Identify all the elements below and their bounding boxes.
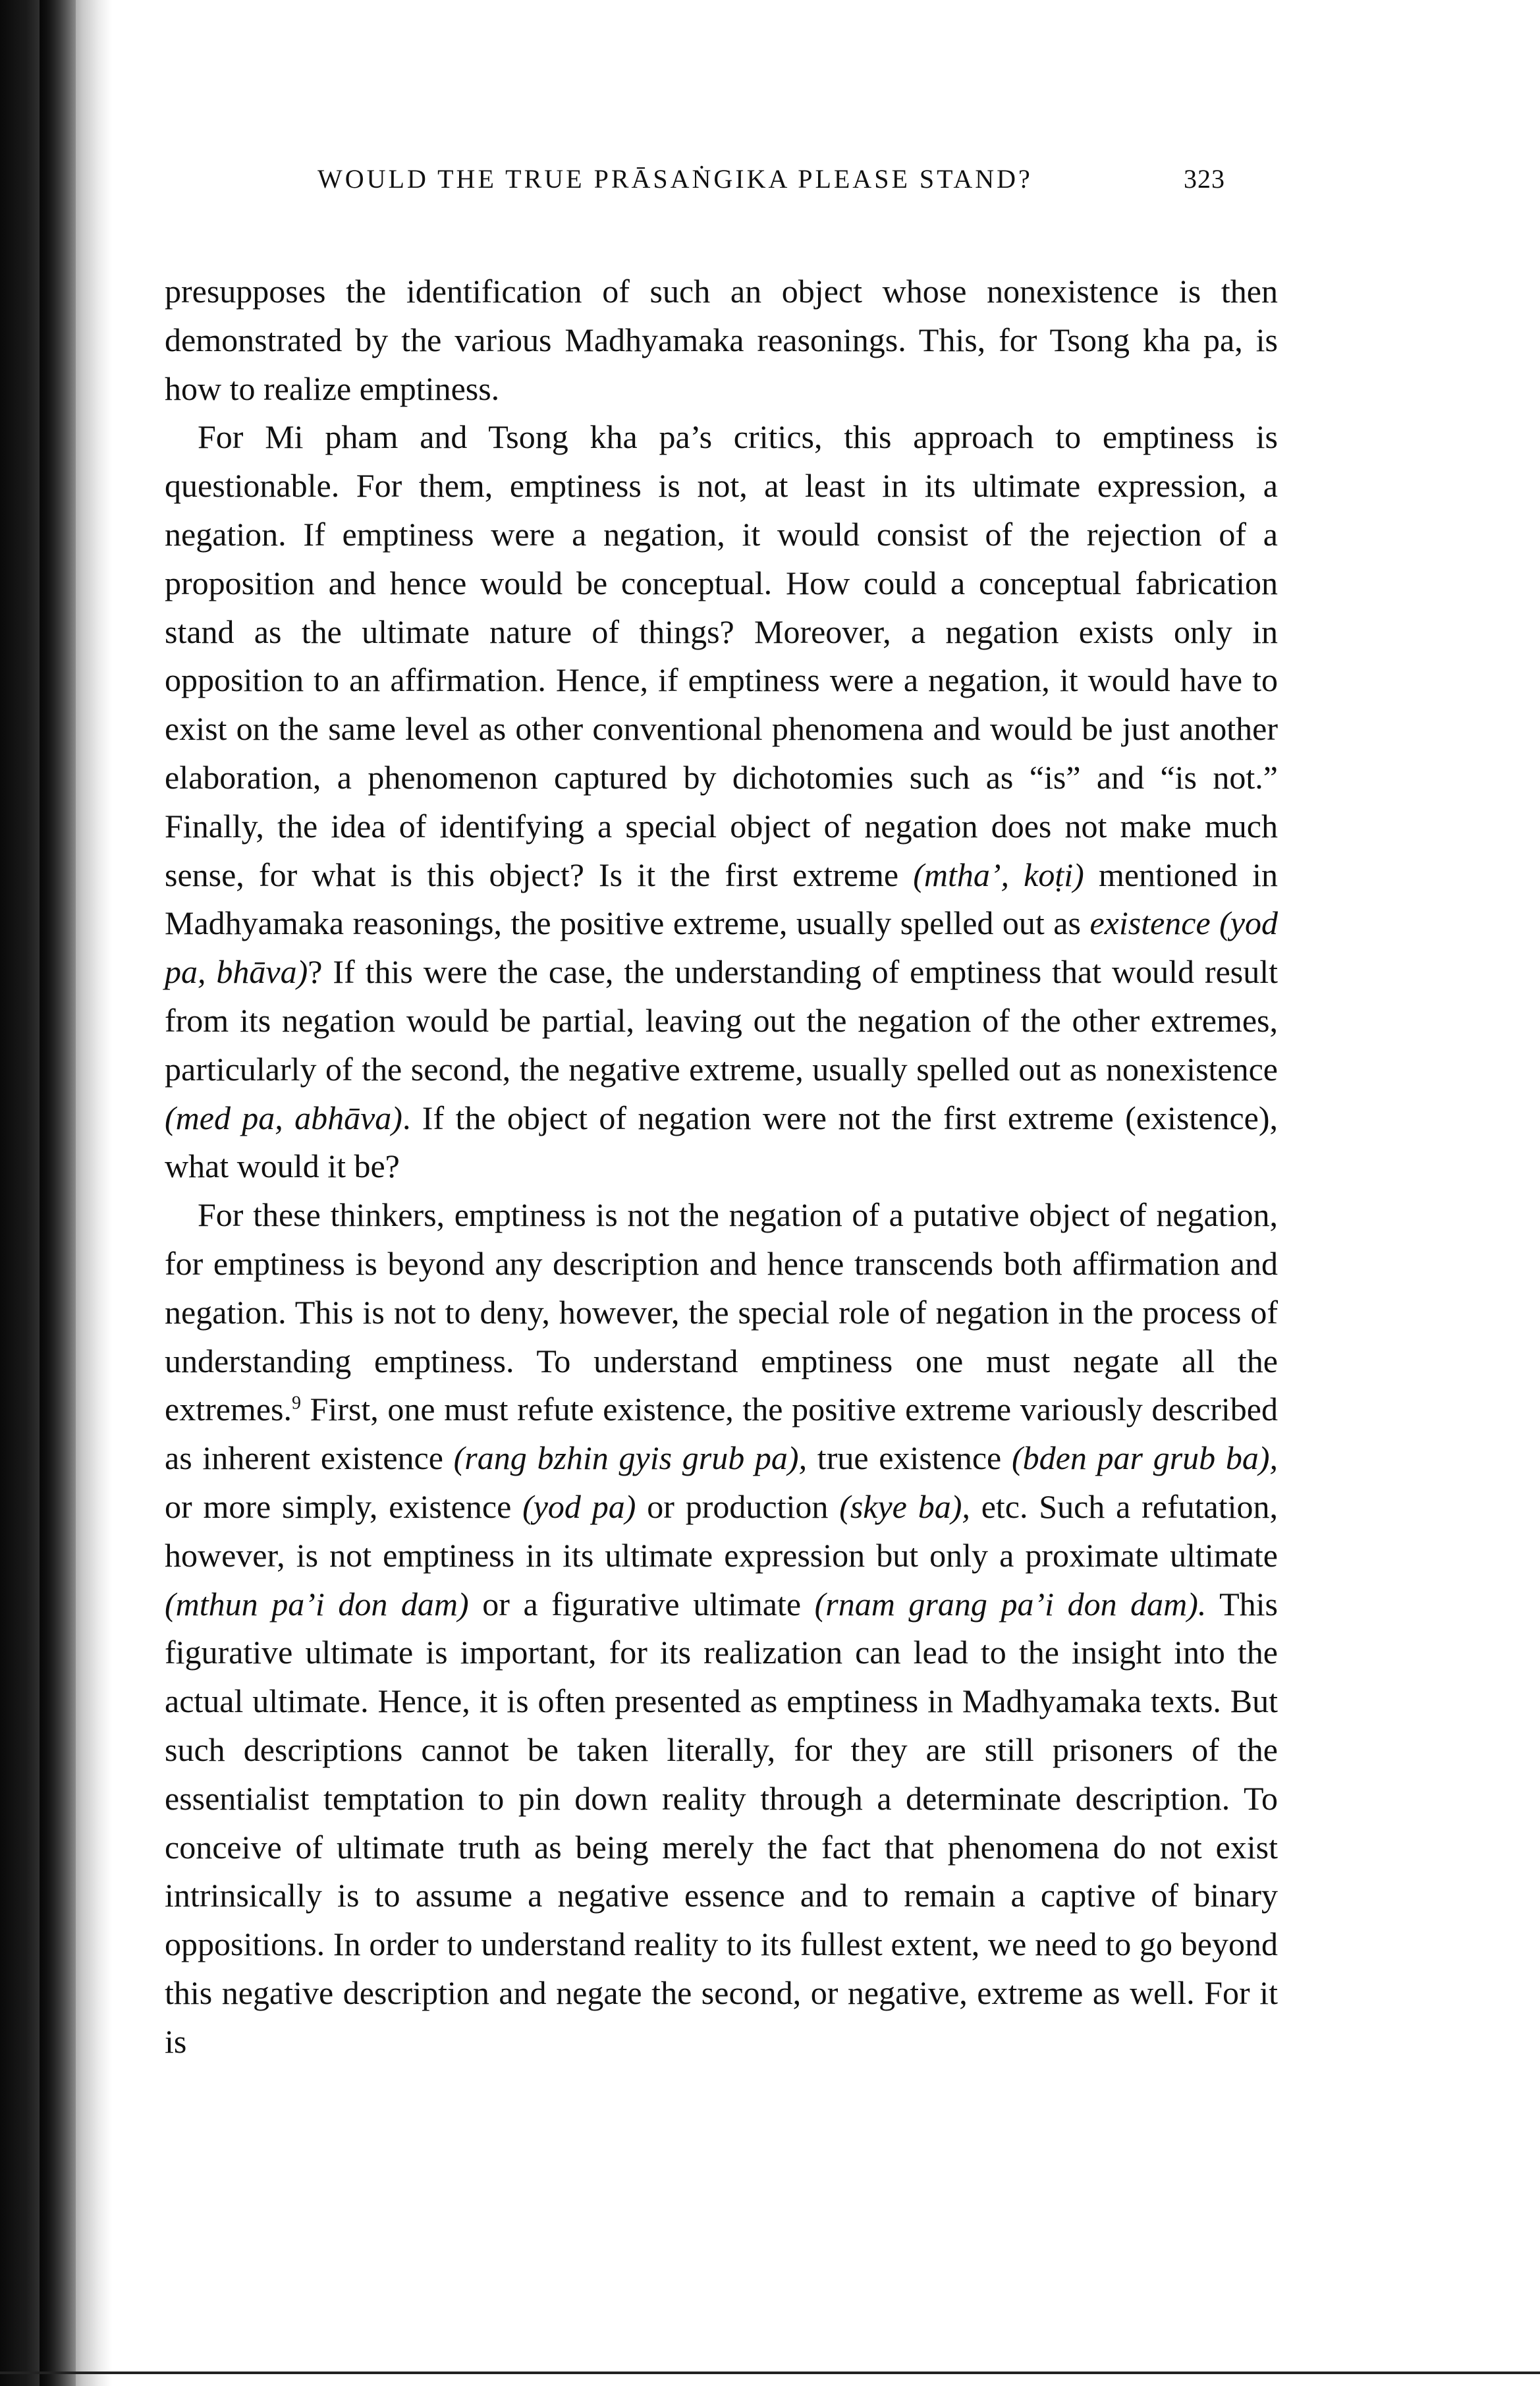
p3-term-yod-pa: (yod pa)	[522, 1487, 636, 1525]
p2-term-existence: existence (yod pa, bhāva)	[165, 904, 1279, 991]
p2-text-a: For Mi pham and Tsong kha pa’s critics, this approach to emptiness is questionable. For them, emptiness is not, at least in its ultimate expression, a negation. If emptiness were a negation, it would consist of the rejection of a proposition and hence would be conceptual. How could a conceptual fabrication stand as the ultimate nature of things? Moreover, a negation exists only in opposition to an affirmation. Hence, if emptiness were a negation, it would have to exist on the same level as other conventional phenomena and would be just another elaboration, a phenomenon captured by dichotomies such as “is” and “is not.” Finally, the idea of identifying a special object of negation does not make much sense, for what is this object? Is it the first extreme	[165, 418, 1278, 893]
running-title: WOULD THE TRUE PRĀSAṄGIKA PLEASE STAND?	[317, 164, 1033, 194]
p3-text-a: For these thinkers, emptiness is not the negation of a putative object of negation, for emptiness is beyond any description and hence transcends both affirmation and negation. This is not to deny, however, the special role of negation in the process of understanding emptiness. To understand emptiness one must negate all the extremes.	[165, 1196, 1278, 1428]
p3-term-mthun-pa: (mthun pa’i don dam)	[165, 1585, 469, 1623]
paragraph-3	[165, 1191, 1278, 2066]
scan-gutter-dark-band	[40, 0, 76, 2386]
paragraph-1-text: presupposes the identification of such an object whose nonexistence is then demonstrated by the various Madhyamaka reasonings. This, for Tsong kha pa, is how to realize emptiness.	[165, 273, 1278, 407]
p2-text-d: . If the object of negation were not the first extreme (existence), what would it be?	[165, 1099, 1278, 1185]
p2-term-mtha: (mtha’, koṭi)	[913, 856, 1084, 893]
paragraph-2	[165, 413, 1278, 1191]
p3-text-g: or a figurative ultimate	[482, 1585, 802, 1623]
p3-term-rang-bzhin: (rang bzhin gyis grub pa),	[453, 1439, 808, 1477]
p3-text-d: or more simply, existence	[165, 1487, 512, 1525]
p3-text-f: etc. Such a refutation, however, is not emptiness in its ultimate expression but only a proximate ultimate	[165, 1487, 1278, 1574]
running-head	[165, 163, 1278, 203]
book-page	[165, 163, 1278, 2066]
p3-text-h: This figurative ultimate is important, for its realization can lead to the insight into the actual ultimate. Hence, it is often presented as emptiness in Madhyamaka texts. But such descriptions cannot be taken literally, for they are still prisoners of the essentialist temptation to pin down reality through a determinate description. To conceive of ultimate truth as being merely the fact that phenomena do not exist intrinsically is to assume a negative essence and to remain a captive of binary oppositions. In order to understand reality to its fullest extent, we need to go beyond this negative description and negate the second, or negative, extreme as well. For it is	[165, 1585, 1279, 2060]
p3-term-skye-ba: (skye ba),	[839, 1487, 970, 1525]
p3-term-bden-par: (bden par grub ba),	[1011, 1439, 1279, 1477]
p2-text-c: ? If this were the case, the understanding of emptiness that would result from its negation would be partial, leaving out the negation of the other extremes, particularly of the second, the negative extreme, usually spelled out as nonexistence	[165, 953, 1279, 1088]
p3-text-b: First, one must refute existence, the positive extreme variously described as inherent existence	[165, 1391, 1278, 1477]
paragraph-1	[165, 267, 1278, 413]
footnote-marker: 9	[291, 1393, 301, 1414]
p3-text-c: true existence	[817, 1439, 1002, 1477]
page-number: 323	[1184, 164, 1225, 194]
p2-text-b: mentioned in Madhyamaka reasonings, the positive extreme, usually spelled out as	[165, 856, 1279, 942]
p3-term-rnam-grang: (rnam grang pa’i don dam).	[814, 1585, 1207, 1623]
body-text	[165, 267, 1278, 2066]
p2-term-nonexistence: (med pa, abhāva)	[165, 1099, 402, 1136]
scan-bottom-edge	[0, 2372, 1540, 2374]
p3-text-e: or production	[647, 1487, 829, 1525]
